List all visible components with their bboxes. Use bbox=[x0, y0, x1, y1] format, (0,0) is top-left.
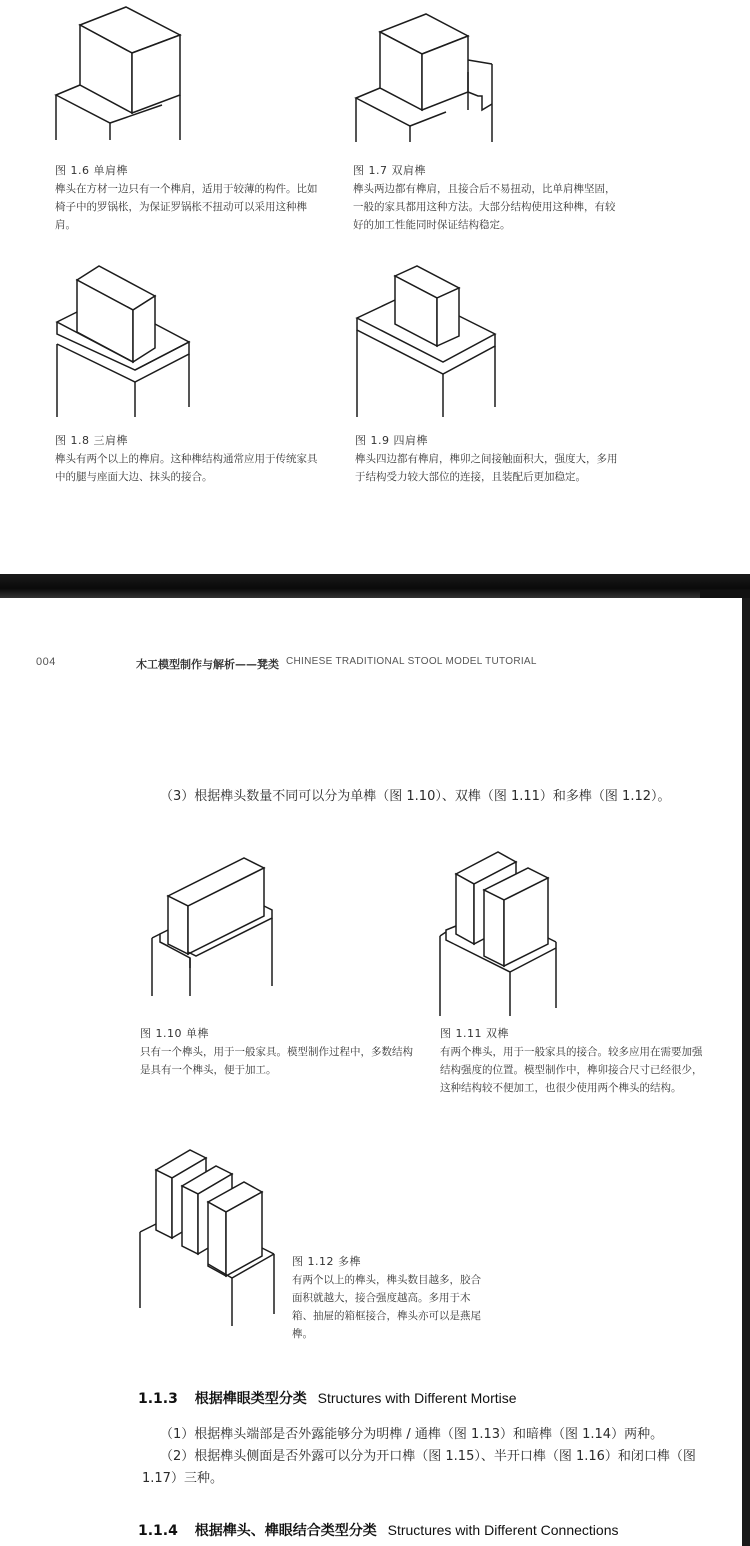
figure-1-6-drawing bbox=[50, 5, 200, 145]
section-number: 1.1.3 bbox=[138, 1391, 178, 1407]
figure-1-8-caption bbox=[55, 432, 325, 486]
book-title-english: CHINESE TRADITIONAL STOOL MODEL TUTORIAL bbox=[286, 656, 537, 667]
figure-title: 图 1.10 单榫 bbox=[140, 1027, 209, 1040]
figure-description: 有两个以上的榫头，榫头数目越多，胶合面积就越大，接合强度越高。多用于木箱、抽屉的箱框接合，榫头亦可以是燕尾榫。 bbox=[292, 1274, 481, 1340]
figure-description: 有两个榫头，用于一般家具的接合。较多应用在需要加强结构强度的位置。模型制作中，榫卯接合尺寸已经很少，这种结构较不便加工，也很少使用两个榫头的结构。 bbox=[440, 1046, 703, 1094]
figure-description: 榫头两边都有榫肩，且接合后不易扭动，比单肩榫坚固，一般的家具都用这种方法。大部分结构使用这种榫，有较好的加工性能同时保证结构稳定。 bbox=[353, 183, 616, 231]
figure-title: 图 1.12 多榫 bbox=[292, 1255, 361, 1268]
running-header bbox=[36, 656, 716, 672]
section-number: 1.1.4 bbox=[138, 1523, 178, 1539]
figure-1-9-caption bbox=[355, 432, 620, 486]
figure-1-7-caption bbox=[353, 162, 623, 234]
section-title-english: Structures with Different Mortise bbox=[317, 1390, 517, 1406]
section-title-english: Structures with Different Connections bbox=[387, 1522, 619, 1538]
book-title-chinese: 木工模型制作与解析——凳类 bbox=[136, 658, 279, 671]
figure-1-12-caption bbox=[292, 1253, 482, 1343]
figure-description: 榫头在方材一边只有一个榫肩，适用于较薄的构件。比如椅子中的罗锅枨，为保证罗锅枨不扭动可以采用这种榫肩。 bbox=[55, 183, 318, 231]
intro-paragraph: （3）根据榫头数量不同可以分为单榫（图 1.10）、双榫（图 1.11）和多榫（图 1.12）。 bbox=[160, 789, 671, 804]
figure-1-10-caption bbox=[140, 1025, 420, 1079]
figure-1-9-drawing bbox=[355, 262, 505, 422]
figure-title: 图 1.11 双榫 bbox=[440, 1027, 509, 1040]
book-spine-divider bbox=[0, 574, 750, 598]
section-heading-1-1-4 bbox=[138, 1520, 618, 1540]
figure-title: 图 1.7 双肩榫 bbox=[353, 164, 426, 177]
section-heading-1-1-3 bbox=[138, 1388, 517, 1408]
figure-title: 图 1.9 四肩榫 bbox=[355, 434, 428, 447]
section-paragraph-2: （2）根据榫头侧面是否外露可以分为开口榫（图 1.15）、半开口榫（图 1.16）和闭口榫（图 1.17）三种。 bbox=[142, 1449, 696, 1486]
figure-title: 图 1.6 单肩榫 bbox=[55, 164, 128, 177]
section-paragraph-1: （1）根据榫头端部是否外露能够分为明榫 / 通榫（图 1.13）和暗榫（图 1.14）两种。 bbox=[160, 1427, 664, 1442]
figure-title: 图 1.8 三肩榫 bbox=[55, 434, 128, 447]
figure-1-10-drawing bbox=[148, 856, 278, 1006]
upper-book-page bbox=[0, 0, 750, 574]
section-title-chinese: 根据榫眼类型分类 bbox=[194, 1391, 307, 1407]
section-title-chinese: 根据榫头、榫眼结合类型分类 bbox=[194, 1523, 377, 1539]
page-edge-shadow bbox=[700, 590, 750, 598]
lower-book-page bbox=[0, 598, 750, 1546]
figure-description: 只有一个榫头，用于一般家具。模型制作过程中，多数结构是具有一个榫头，便于加工。 bbox=[140, 1046, 413, 1076]
page-number: 004 bbox=[36, 656, 56, 668]
figure-1-11-drawing bbox=[436, 848, 586, 1023]
figure-1-6-caption bbox=[55, 162, 325, 234]
figure-1-7-drawing bbox=[350, 10, 510, 145]
figure-1-11-caption bbox=[440, 1025, 705, 1097]
figure-description: 榫头四边都有榫肩，榫卯之间接触面积大，强度大，多用于结构受力较大部位的连接，且装配后更加稳定。 bbox=[355, 453, 618, 483]
figure-description: 榫头有两个以上的榫肩。这种榫结构通常应用于传统家具中的腿与座面大边、抹头的接合。 bbox=[55, 453, 318, 483]
figure-1-8-drawing bbox=[55, 262, 205, 422]
figure-1-12-drawing bbox=[136, 1138, 296, 1328]
